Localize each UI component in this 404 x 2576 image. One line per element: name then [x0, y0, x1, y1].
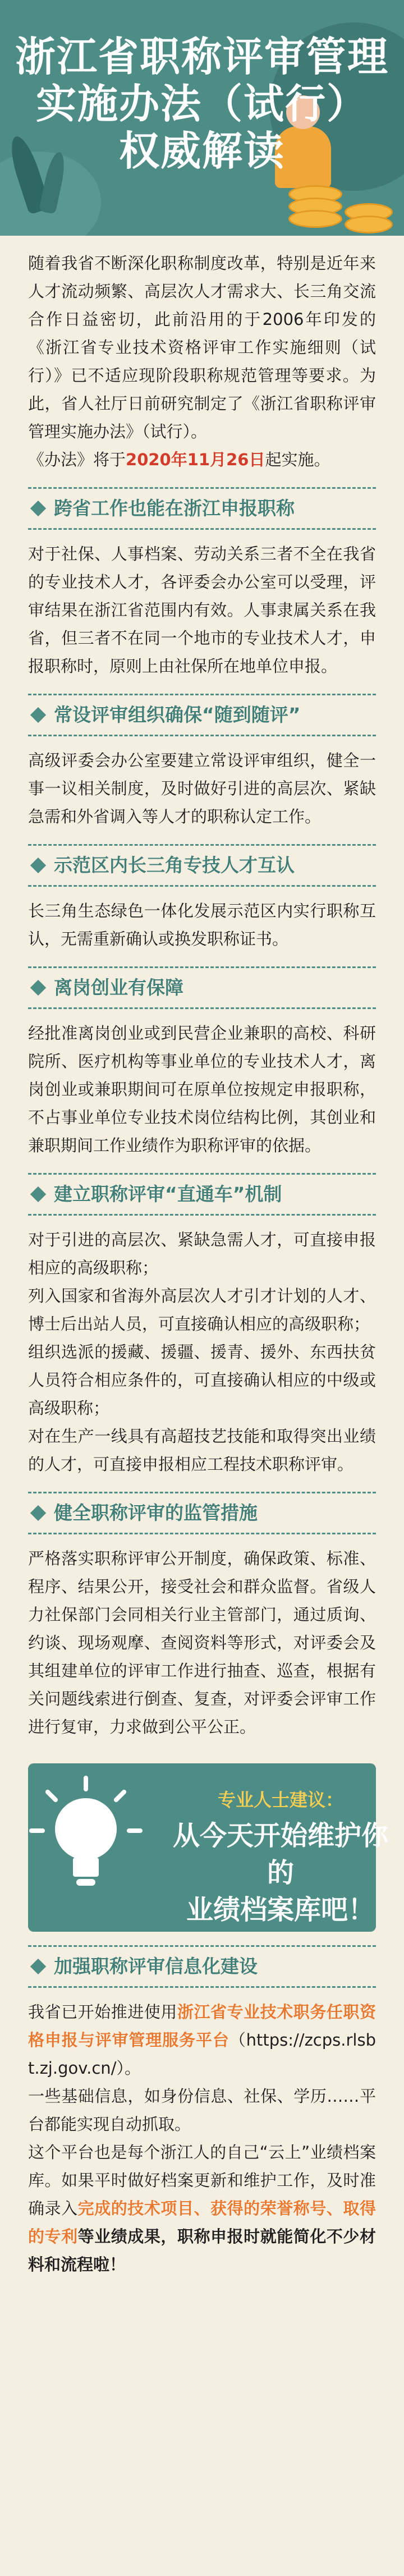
section-body: 严格落实职称评审公开制度，确保政策、标准、程序、结果公开，接受社会和群众监督。省级人力社保部门会同相关行业主管部门，通过质询、约谈、现场观摩、查阅资料等形式，对评委会及其组建单位的评审工作进行抽查、巡查，根据有关问题线索进行倒查、复查，对评委会评审工作进行复审，力求做到公平公正。: [28, 1549, 376, 1736]
section-body: [28, 2138, 376, 2279]
section-heading: [28, 844, 376, 887]
coin-icon: [345, 216, 393, 233]
diamond-icon: [30, 1505, 46, 1521]
platform-url[interactable]: （https://zcps.rlsbt.zj.gov.cn/）。: [28, 2030, 376, 2078]
diamond-icon: [30, 858, 46, 873]
lightbulb-ray-icon: [29, 1828, 45, 1833]
diamond-icon: [30, 501, 46, 516]
section-body: 经批准离岗创业或到民营企业兼职的高校、科研院所、医疗机构等事业单位的专业技术人才，离岗创业或兼职期间可在原单位按规定申报职称，不占事业单位专业技术岗位结构比例，其创业和兼职期间工作业绩作为职称评审的依据。: [28, 1024, 376, 1155]
advice-text: [163, 1817, 398, 1928]
section-body: 长三角生态绿色一体化发展示范区内实行职称互认，无需重新确认或换发职称证书。: [28, 901, 376, 948]
section-body: 列入国家和省海外高层次人才引才计划的人才、博士后出站人员，可直接确认相应的高级职称；: [28, 1286, 376, 1333]
advice-banner: [28, 1763, 388, 1932]
diamond-icon: [30, 1959, 46, 1974]
lightbulb-ray-icon: [44, 1789, 58, 1803]
advice-line: 从今天开始维护你的: [172, 1820, 388, 1889]
intro-date-paragraph: [28, 446, 376, 474]
body-text: 这个平台也是每个浙江人的自己“云上”业绩档案库。如果平时做好档案更新和维护工作，及时准确录入: [28, 2143, 376, 2218]
section-body: 高级评委会办公室要建立常设评审组织，健全一事一议相关制度，及时做好引进的高层次、紧缺急需和外省调入等人才的职称认定工作。: [28, 751, 376, 826]
body-text: 等业绩成果，职称申报时就能简化不少材料和流程啦！: [28, 2227, 376, 2274]
section-heading: [28, 1945, 376, 1988]
intro-text: 《办法》将于: [28, 450, 126, 469]
title-line: 浙江省职称评审管理: [15, 35, 389, 80]
coin-icon: [288, 210, 342, 228]
intro-text: 起实施。: [265, 450, 330, 469]
highlight-text: 完成的技术项目、获得的荣誉称号、取得的专利: [28, 2199, 376, 2246]
diamond-icon: [30, 707, 46, 723]
lightbulb-ray-icon: [113, 1789, 127, 1803]
section-title: 建立职称评审“直通车”机制: [54, 1183, 282, 1205]
section-body: 一些基础信息，如身份信息、社保、学历……平台都能实现自动抓取。: [28, 2087, 376, 2134]
lightbulb-ray-icon: [127, 1828, 143, 1833]
effective-date: 2020年11月26日: [126, 450, 265, 469]
section-title: 示范区内长三角专技人才互认: [54, 854, 295, 876]
section-title: 跨省工作也能在浙江申报职称: [54, 497, 295, 519]
advice-line: 业绩档案库吧！: [186, 1894, 375, 1926]
section-body: 对在生产一线具有高超技艺技能和取得突出业绩的人才，可直接申报相应工程技术职称评审。: [28, 1427, 376, 1474]
article-body: [0, 236, 404, 2279]
section-body: 对于引进的高层次、紧缺急需人才，可直接申报相应的高级职称；: [28, 1230, 376, 1277]
lightbulb-base-icon: [73, 1858, 99, 1877]
diamond-icon: [30, 1186, 46, 1202]
body-text: 我省已开始推进使用: [28, 2002, 177, 2022]
advice-label: 专业人士建议：: [217, 1789, 343, 1810]
lightbulb-base-icon: [76, 1879, 95, 1886]
title-line: 权威解读: [118, 129, 285, 174]
section-heading: [28, 966, 376, 1009]
section-title: 加强职称评审信息化建设: [54, 1955, 258, 1977]
section-title: 健全职称评审的监管措施: [54, 1502, 258, 1524]
header-banner: [0, 0, 404, 236]
intro-paragraph: 随着我省不断深化职称制度改革，特别是近年来人才流动频繁、高层次人才需求大、长三角交流合作日益密切，此前沿用的于2006年印发的《浙江省专业技术资格评审工作实施细则（试行）》已不适应现阶段职称规范管理等要求。为此，省人社厅日前研究制定了《浙江省职称评审管理实施办法》（试行）。: [28, 254, 376, 441]
diamond-icon: [30, 980, 46, 996]
section-heading: [28, 1492, 376, 1534]
section-heading: [28, 1173, 376, 1216]
section-body: 对于社保、人事档案、劳动关系三者不全在我省的专业技术人才，各评委会办公室可以受理，评审结果在浙江省范围内有效。人事隶属关系在我省，但三者不在同一个地市的专业技术人才，申报职称时，原则上由社保所在地单位申报。: [28, 544, 376, 676]
section-title: 离岗创业有保障: [54, 977, 183, 998]
section-title: 常设评审组织确保“随到随评”: [54, 704, 301, 726]
section-body: 组织选派的援藏、援疆、援青、援外、东西扶贫人员符合相应条件的，可直接确认相应的中级或高级职称；: [28, 1342, 376, 1418]
page-title: [0, 34, 404, 175]
lightbulb-icon: [55, 1798, 117, 1860]
lightbulb-ray-icon: [84, 1776, 88, 1791]
section-heading: [28, 694, 376, 736]
title-line: 实施办法（试行）: [35, 82, 368, 127]
section-heading: [28, 487, 376, 530]
platform-paragraph: [28, 1998, 376, 2082]
platform-name: 浙江省专业技术职务任职资格申报与评审管理服务平台: [28, 2002, 376, 2050]
